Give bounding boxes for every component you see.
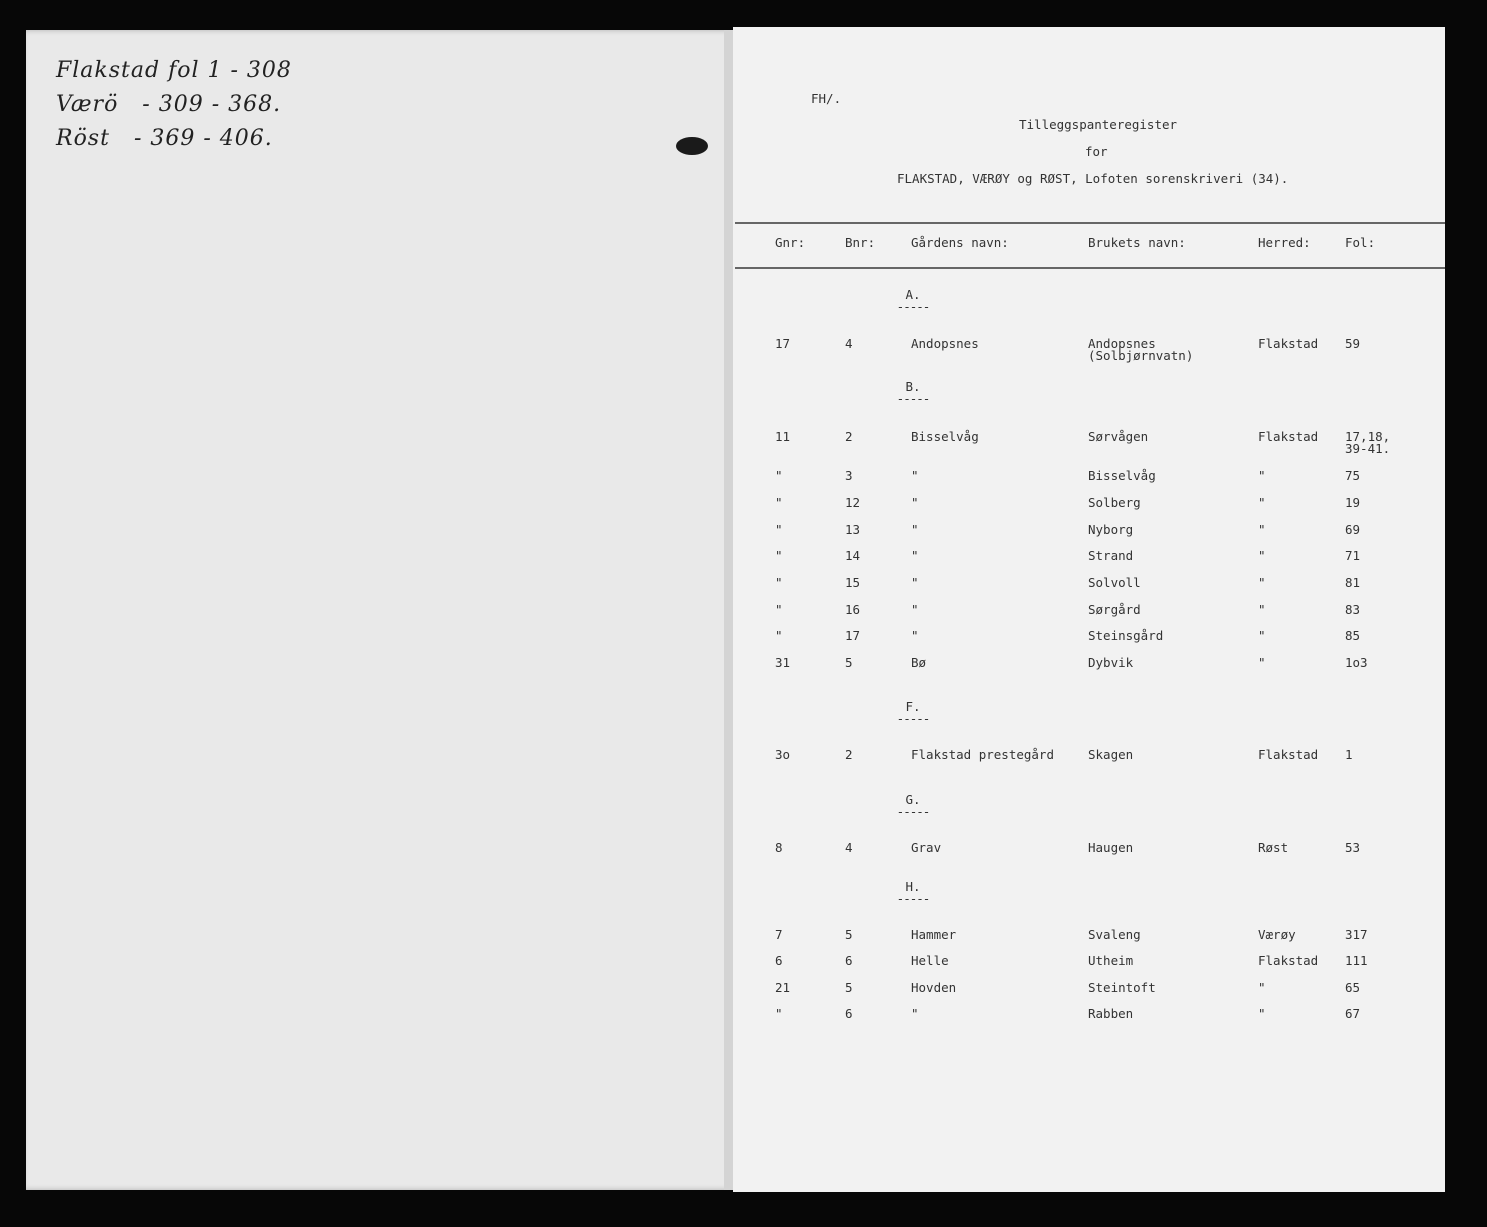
cell-herred: Flakstad [1258,429,1319,444]
right-page [733,27,1445,1192]
cell-bnr: 5 [845,927,853,942]
cell-gard: Hammer [911,927,957,942]
cell-fol: 83 [1345,602,1361,617]
cell-gnr: " [775,1006,783,1021]
cell-gnr: " [775,468,783,483]
cell-bnr: 14 [845,548,861,563]
cell-herred: Værøy [1258,927,1296,942]
cell-gnr: 11 [775,429,791,444]
cell-bruk: Svaleng [1088,927,1141,942]
cell-gard: Grav [911,840,942,855]
handwritten-note-2: Værö - 309 - 368. [56,92,282,117]
cell-bruk: Solberg [1088,495,1141,510]
cell-bruk: Haugen [1088,840,1134,855]
cell-herred: " [1258,980,1266,995]
cell-gnr: 21 [775,980,791,995]
document-mark: FH/. [811,91,842,106]
cell-gnr: 3o [775,747,791,762]
section-heading [883,287,943,312]
cell-bruk: Dybvik [1088,655,1134,670]
section-underline: ----- [896,711,930,726]
section-heading [883,792,943,817]
cell-bnr: 6 [845,953,853,968]
cell-gard: Hovden [911,980,957,995]
cell-gnr: " [775,602,783,617]
cell-bnr: 5 [845,980,853,995]
ink-blot [676,137,708,155]
cell-gard: Helle [911,953,949,968]
cell-herred: " [1258,655,1266,670]
cell-herred: Flakstad [1258,953,1319,968]
cell-herred: " [1258,575,1266,590]
cell-fol: 59 [1345,336,1361,351]
cell-bruk: Steinsgård [1088,628,1164,643]
cell-herred: " [1258,1006,1266,1021]
section-letter: H. [905,879,921,894]
cell-gard: " [911,522,919,537]
cell-gnr: " [775,575,783,590]
cell-bruk: Rabben [1088,1006,1134,1021]
cell-fol: 85 [1345,628,1361,643]
document-subtitle: FLAKSTAD, VÆRØY og RØST, Lofoten sorenskriveri (34). [897,171,1289,186]
cell-bnr: 2 [845,429,853,444]
section-heading [883,699,943,724]
column-header-fol: Fol: [1345,235,1376,250]
header-rule-bottom [735,267,1445,269]
cell-fol: 17,18, 39-41. [1345,429,1391,456]
cell-bnr: 6 [845,1006,853,1021]
cell-fol: 19 [1345,495,1361,510]
cell-gard: " [911,1006,919,1021]
cell-bnr: 12 [845,495,861,510]
cell-gnr: 17 [775,336,791,351]
cell-fol: 53 [1345,840,1361,855]
section-letter: A. [905,287,921,302]
cell-bruk: Steintoft [1088,980,1156,995]
cell-fol: 111 [1345,953,1368,968]
cell-bruk: Nyborg [1088,522,1134,537]
cell-bnr: 2 [845,747,853,762]
document-for: for [1085,144,1108,159]
cell-bnr: 5 [845,655,853,670]
cell-bnr: 4 [845,840,853,855]
cell-fol: 65 [1345,980,1361,995]
section-letter: B. [905,379,921,394]
header-rule-top [735,222,1445,224]
cell-gard: Bø [911,655,927,670]
column-header-herred: Herred: [1258,235,1311,250]
cell-bruk: Utheim [1088,953,1134,968]
column-header-bruk: Brukets navn: [1088,235,1186,250]
cell-gnr: " [775,495,783,510]
cell-bnr: 13 [845,522,861,537]
cell-bruk: Sørgård [1088,602,1141,617]
section-heading [883,879,943,904]
cell-gard: " [911,628,919,643]
cell-bnr: 17 [845,628,861,643]
handwritten-note-1: Flakstad fol 1 - 308 [56,58,292,83]
handwritten-note-3: Röst - 369 - 406. [56,126,273,151]
cell-herred: " [1258,522,1266,537]
cell-fol: 67 [1345,1006,1361,1021]
cell-herred: " [1258,628,1266,643]
cell-herred: " [1258,495,1266,510]
cell-herred: " [1258,602,1266,617]
cell-gnr: 31 [775,655,791,670]
cell-herred: Flakstad [1258,336,1319,351]
cell-fol: 75 [1345,468,1361,483]
column-header-gard: Gårdens navn: [911,235,1009,250]
section-underline: ----- [896,299,930,314]
cell-gard: Bisselvåg [911,429,979,444]
cell-gard: " [911,602,919,617]
cell-herred: Røst [1258,840,1289,855]
cell-gnr: 6 [775,953,783,968]
cell-gnr: 7 [775,927,783,942]
cell-gnr: " [775,548,783,563]
cell-herred: " [1258,468,1266,483]
cell-gard: Andopsnes [911,336,979,351]
cell-herred: Flakstad [1258,747,1319,762]
cell-gard: " [911,575,919,590]
cell-gnr: " [775,522,783,537]
section-letter: G. [905,792,921,807]
cell-bnr: 4 [845,336,853,351]
column-header-gnr: Gnr: [775,235,806,250]
cell-gard: " [911,548,919,563]
cell-bnr: 3 [845,468,853,483]
column-header-bnr: Bnr: [845,235,876,250]
cell-bnr: 16 [845,602,861,617]
cell-gnr: 8 [775,840,783,855]
cell-bruk: Sørvågen [1088,429,1149,444]
cell-bruk: Solvoll [1088,575,1141,590]
cell-herred: " [1258,548,1266,563]
cell-fol: 69 [1345,522,1361,537]
cell-gard: Flakstad prestegård [911,747,1054,762]
cell-gard: " [911,495,919,510]
left-page [26,30,738,1190]
section-heading [883,379,943,404]
cell-gnr: " [775,628,783,643]
cell-bruk: Andopsnes (Solbjørnvatn) [1088,336,1194,363]
document-title: Tilleggspanteregister [1019,117,1178,132]
cell-fol: 1 [1345,747,1353,762]
cell-fol: 71 [1345,548,1361,563]
cell-bruk: Strand [1088,548,1134,563]
section-underline: ----- [896,804,930,819]
cell-bnr: 15 [845,575,861,590]
cell-bruk: Skagen [1088,747,1134,762]
section-underline: ----- [896,391,930,406]
cell-bruk: Bisselvåg [1088,468,1156,483]
cell-fol: 317 [1345,927,1368,942]
cell-gard: " [911,468,919,483]
cell-fol: 1o3 [1345,655,1368,670]
section-letter: F. [905,699,921,714]
cell-fol: 81 [1345,575,1361,590]
section-underline: ----- [896,891,930,906]
